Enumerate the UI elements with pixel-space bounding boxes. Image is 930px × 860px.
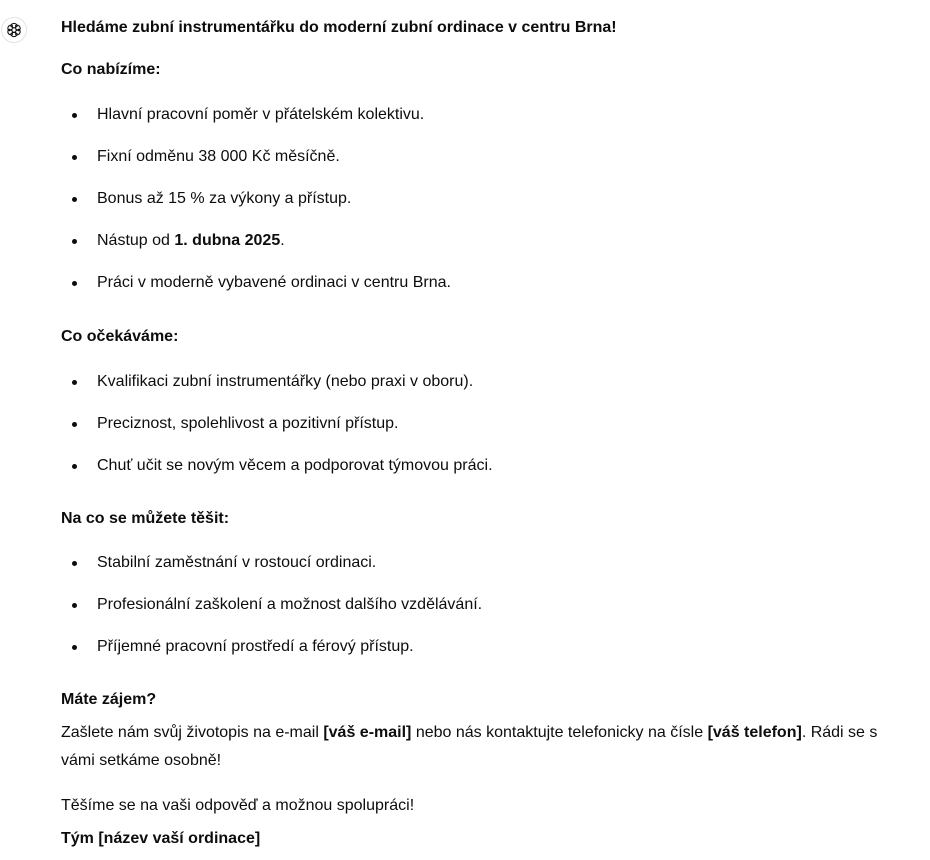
list-item — [61, 145, 451, 187]
expect-list — [61, 370, 493, 496]
list-item — [61, 635, 482, 677]
list-item — [61, 271, 451, 313]
contact-paragraph — [61, 719, 891, 775]
message-title: Hledáme zubní instrumentářku do moderní zubní ordinace v centru Brna! — [61, 19, 617, 36]
email-placeholder: [váš e-mail] — [323, 724, 412, 741]
signature: Tým [název vaší ordinace] — [61, 830, 261, 847]
openai-logo-icon — [5, 21, 23, 39]
list-item-text: Fixní odměnu 38 000 Kč měsíčně. — [97, 148, 340, 165]
list-item — [61, 370, 493, 412]
offer-heading: Co nabízíme: — [61, 61, 161, 78]
phone-placeholder: [váš telefon] — [707, 724, 802, 741]
list-item-suffix: . — [280, 232, 285, 249]
list-item-text: Příjemné pracovní prostředí a férový přístup. — [97, 638, 414, 655]
offer-list — [61, 103, 451, 313]
list-item — [61, 454, 493, 496]
contact-text-1: Zašlete nám svůj životopis na e-mail — [61, 724, 324, 741]
list-item-text: Profesionální zaškolení a možnost dalšího vzdělávání. — [97, 596, 483, 613]
lookforward-heading: Na co se můžete těšit: — [61, 510, 230, 527]
list-item — [61, 551, 482, 593]
list-item-text: Práci v moderně vybavené ordinaci v centru Brna. — [97, 274, 451, 291]
expect-heading: Co očekáváme: — [61, 328, 179, 345]
contact-text-2: nebo nás kontaktujte telefonicky na čísle — [411, 724, 708, 741]
list-item — [61, 412, 493, 454]
list-item — [61, 103, 451, 145]
list-item — [61, 229, 451, 271]
assistant-avatar — [1, 17, 27, 43]
list-item — [61, 593, 482, 635]
contact-text-3: . Rádi se s vámi setkáme osobně! — [61, 724, 878, 769]
list-item-text: Chuť učit se novým věcem a podporovat týmovou práci. — [97, 457, 493, 474]
list-item-text: Kvalifikaci zubní instrumentářky (nebo praxi v oboru). — [97, 373, 474, 390]
list-item-prefix: Nástup od — [97, 232, 175, 249]
list-item-text: Bonus až 15 % za výkony a přístup. — [97, 190, 352, 207]
list-item-text: Preciznost, spolehlivost a pozitivní přístup. — [97, 415, 399, 432]
list-item — [61, 187, 451, 229]
lookforward-list — [61, 551, 482, 677]
start-date: 1. dubna 2025 — [174, 232, 281, 249]
list-item-text: Stabilní zaměstnání v rostoucí ordinaci. — [97, 554, 377, 571]
list-item-text: Hlavní pracovní poměr v přátelském kolektivu. — [97, 106, 425, 123]
closing-text: Těšíme se na vaši odpověď a možnou spolupráci! — [61, 797, 415, 814]
interest-heading: Máte zájem? — [61, 691, 157, 708]
